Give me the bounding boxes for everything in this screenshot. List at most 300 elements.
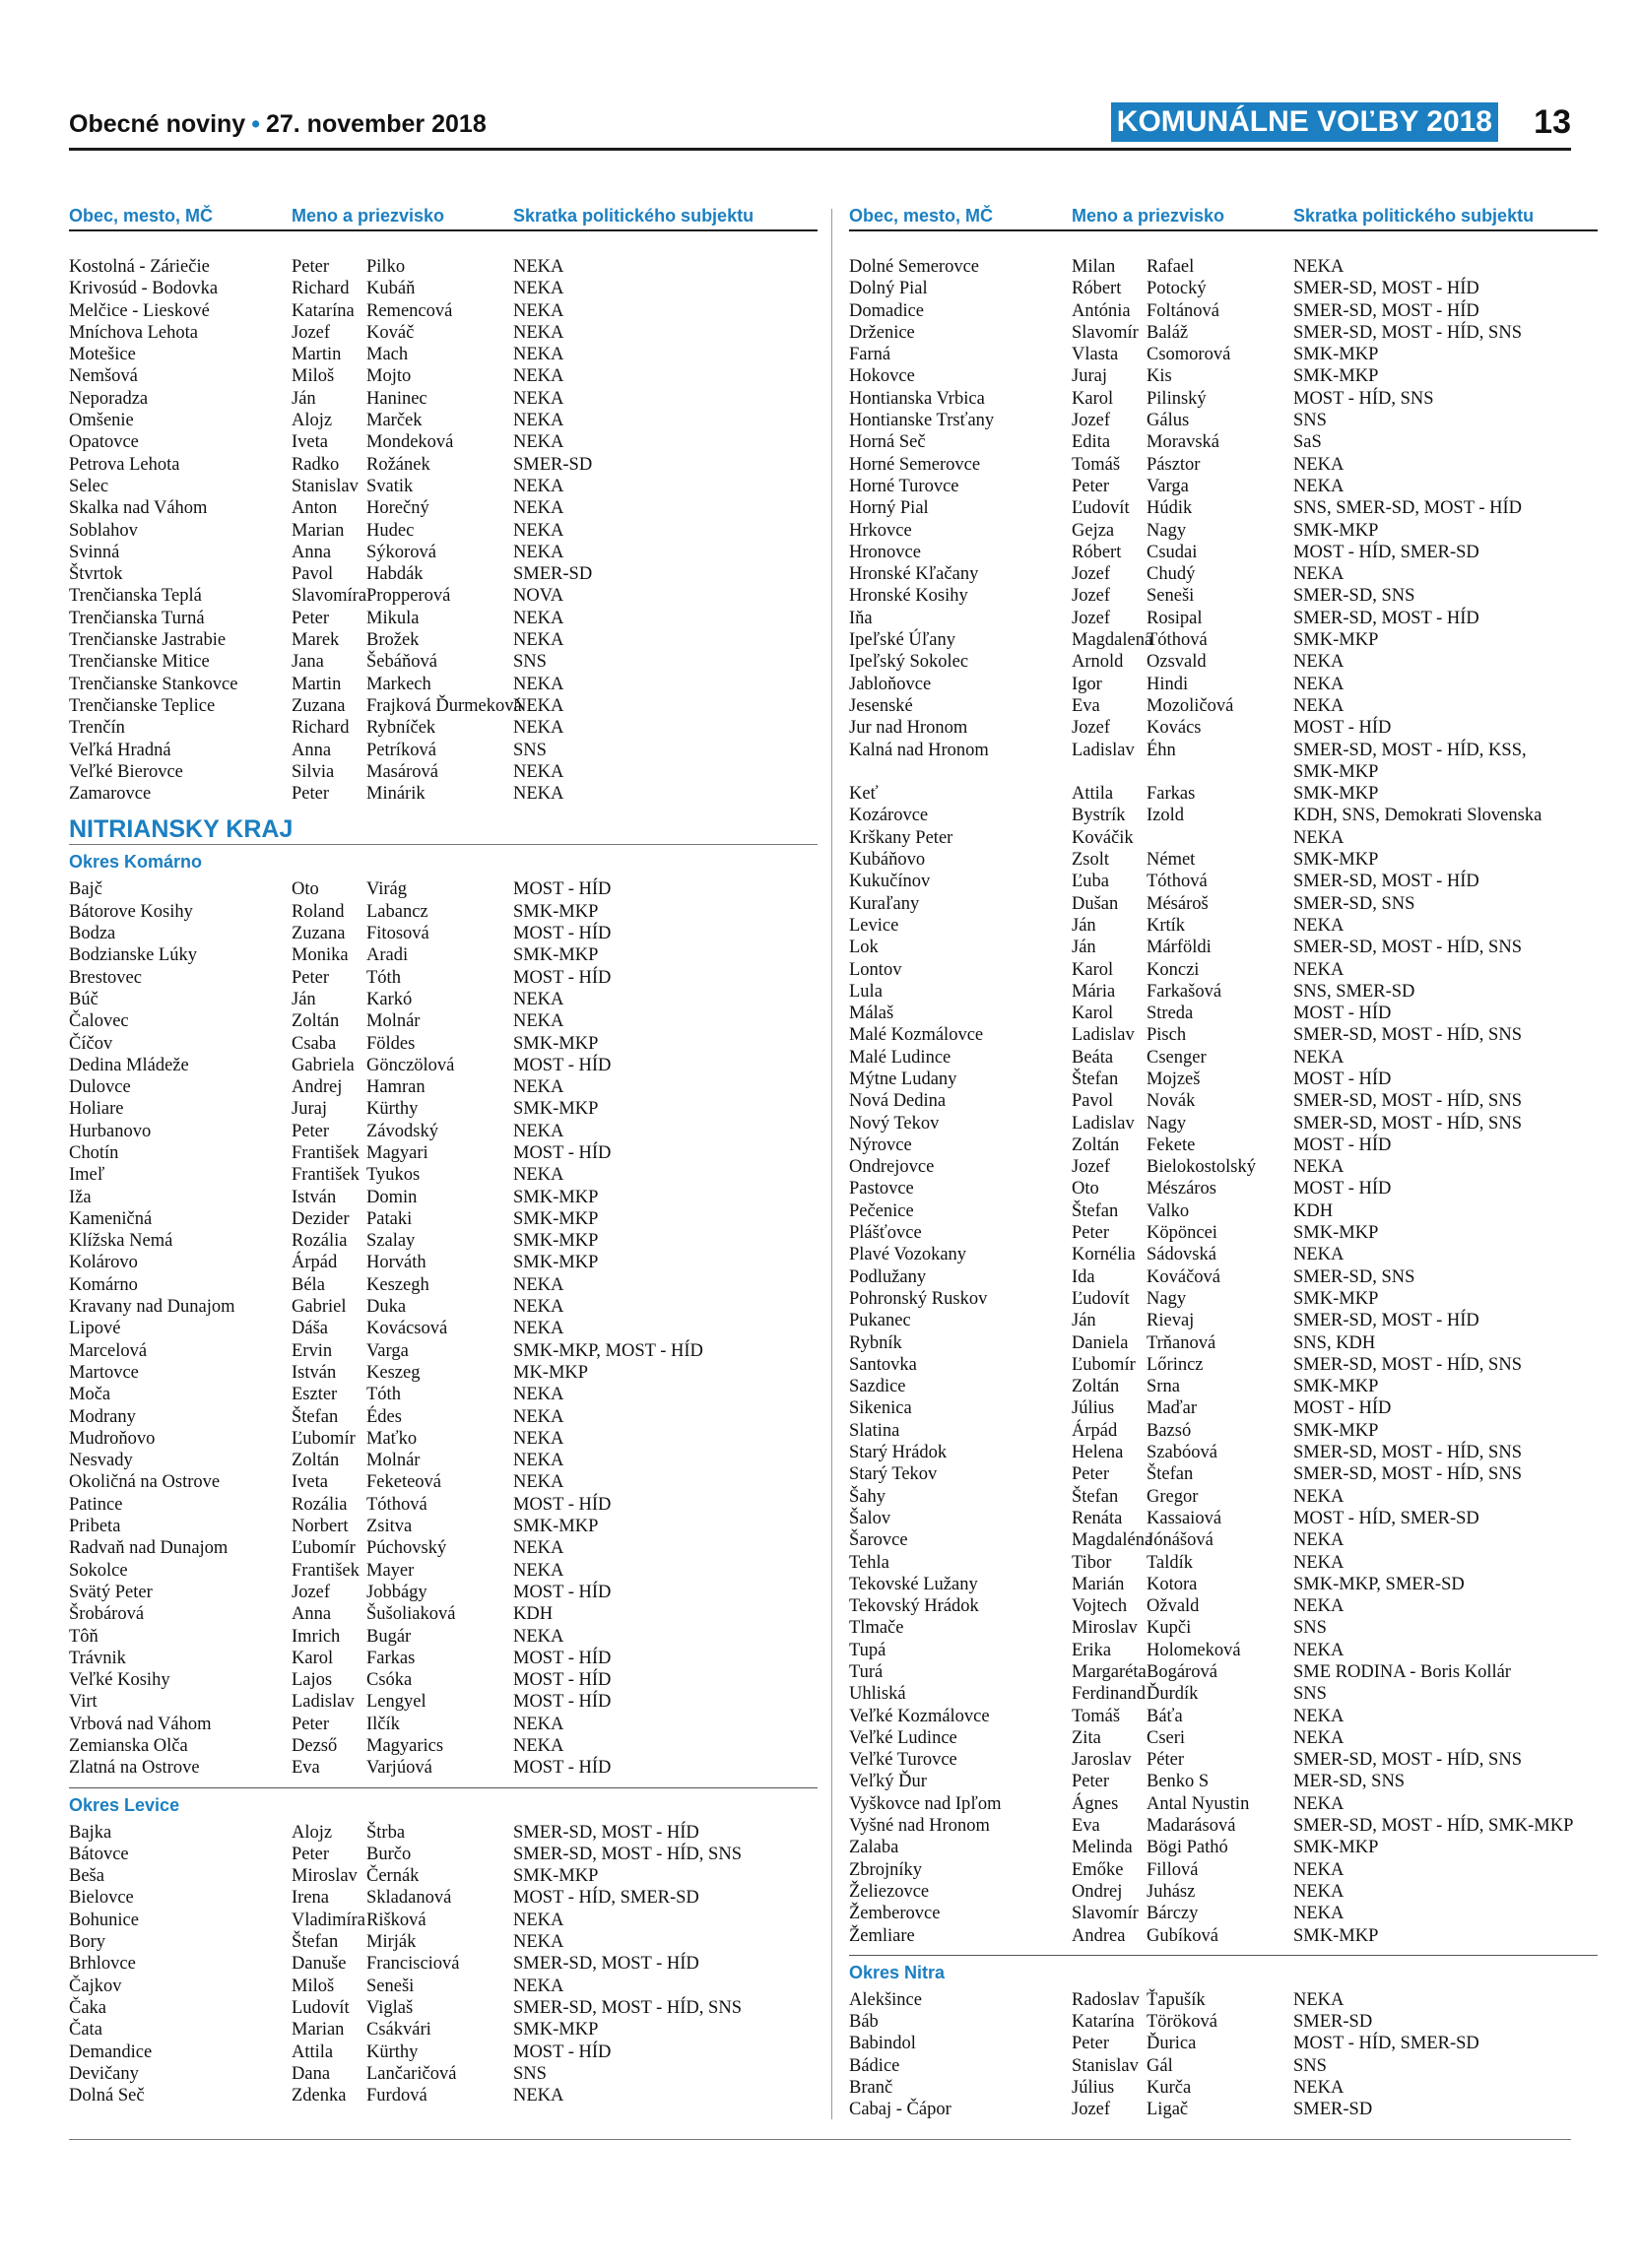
table-row (69, 2019, 818, 2041)
table-row (849, 1024, 1598, 1046)
cell-obec: Ondrejovce (849, 1157, 935, 1178)
cell-first-name: Lajos (292, 1670, 333, 1691)
cell-last-name: Farkas (366, 1648, 416, 1668)
cell-last-name: Édes (366, 1406, 402, 1427)
cell-last-name: Csóka (366, 1670, 413, 1691)
cell-first-name: Gabriela (292, 1055, 355, 1075)
table-row (69, 1603, 818, 1625)
cell-party: NEKA (1293, 827, 1345, 848)
table-row (69, 1537, 818, 1559)
table-row (69, 901, 818, 923)
cell-first-name: Stanislav (292, 476, 359, 496)
region-title: NITRIANSKY KRAJ (69, 814, 818, 845)
table-row (849, 1815, 1598, 1837)
cell-obec: Horné Semerovce (849, 454, 981, 475)
cell-obec: Iža (69, 1187, 92, 1207)
cell-party: SMER-SD (1293, 2012, 1373, 2033)
cell-last-name: Madarásová (1147, 1816, 1236, 1837)
cell-obec: Vyškovce nad Ipľom (849, 1793, 1002, 1814)
cell-last-name: Hindi (1147, 674, 1189, 694)
cell-first-name: Jozef (292, 322, 331, 343)
table-row (69, 967, 818, 989)
cell-last-name: Pisch (1147, 1025, 1187, 1046)
cell-last-name: Hudec (366, 520, 415, 541)
table-row (849, 1595, 1598, 1617)
cell-first-name: Emőke (1072, 1859, 1124, 1880)
table-row (69, 1230, 818, 1252)
cell-party: SMK-MKP (1293, 761, 1379, 782)
cell-first-name: Dezider (292, 1208, 350, 1229)
table-row (69, 1648, 818, 1669)
cell-first-name: Katarína (292, 300, 355, 321)
cell-obec: Hontianska Vrbica (849, 388, 985, 409)
table-row (849, 1266, 1598, 1288)
cell-first-name: Rozália (292, 1494, 348, 1515)
cell-obec: Trenčín (69, 718, 125, 739)
cell-party: SNS, SMER-SD (1293, 981, 1415, 1002)
cell-last-name: Domin (366, 1187, 418, 1207)
cell-obec: Ipeľský Sokolec (849, 652, 969, 673)
cell-party: NEKA (1293, 695, 1345, 716)
cell-last-name: Töröková (1147, 2012, 1217, 2033)
cell-party: SMK-MKP (1293, 630, 1379, 651)
cell-party: NEKA (513, 718, 564, 739)
section-rule (849, 1955, 1598, 1956)
cell-last-name: Juhász (1147, 1881, 1196, 1902)
cell-party: NEKA (513, 432, 564, 453)
cell-first-name: Margaréta (1072, 1662, 1147, 1682)
cell-first-name: Róbert (1072, 279, 1122, 299)
cell-last-name: Kurča (1147, 2078, 1192, 2099)
cell-last-name: Hamran (366, 1077, 426, 1098)
cell-first-name: Jaroslav (1072, 1750, 1132, 1771)
cell-obec: Jur nad Hronom (849, 718, 968, 739)
cell-first-name: Marian (292, 520, 345, 541)
cell-party: NOVA (513, 586, 564, 607)
cell-party: SMK-MKP (1293, 1223, 1379, 1244)
cell-last-name: Habdák (366, 564, 424, 585)
cell-obec: Marcelová (69, 1340, 148, 1361)
cell-obec: Melčice - Lieskové (69, 300, 210, 321)
cell-obec: Veľké Ludince (849, 1727, 957, 1748)
cell-obec: Čajkov (69, 1976, 122, 1996)
cell-last-name: Tóthová (1147, 630, 1208, 651)
cell-party: NEKA (513, 695, 564, 716)
cell-last-name: Ožvald (1147, 1596, 1200, 1617)
table-row (849, 1727, 1598, 1749)
cell-obec: Horná Seč (849, 432, 926, 453)
table-row (69, 1208, 818, 1230)
table-row (69, 989, 818, 1010)
table-row (849, 1332, 1598, 1354)
cell-obec: Iňa (849, 608, 873, 628)
cell-obec: Modrany (69, 1406, 136, 1427)
cell-party: NEKA (1293, 1706, 1345, 1726)
cell-first-name: Renáta (1072, 1508, 1123, 1528)
cell-party: NEKA (1293, 1640, 1345, 1660)
cell-obec: Komárno (69, 1274, 138, 1295)
cell-obec: Zlatná na Ostrove (69, 1758, 200, 1779)
cell-obec: Horné Turovce (849, 476, 959, 496)
cell-obec: Trenčianska Turná (69, 608, 205, 628)
cell-obec: Pohronský Ruskov (849, 1288, 988, 1309)
cell-party: SMER-SD, MOST - HÍD (1293, 608, 1479, 628)
cell-first-name: Jozef (292, 1582, 331, 1602)
table-row (849, 1661, 1598, 1683)
cell-party: SMK-MKP (513, 1033, 599, 1054)
cell-party: SMK-MKP, MOST - HÍD (513, 1340, 703, 1361)
cell-last-name: Pataki (366, 1208, 413, 1229)
cell-party: SMK-MKP (513, 1253, 599, 1273)
cell-first-name: Karol (1072, 388, 1114, 409)
cell-party: SMER-SD, MOST - HÍD, SNS (513, 1844, 742, 1864)
cell-first-name: Ida (1072, 1266, 1095, 1287)
cell-first-name: Dáša (292, 1319, 328, 1339)
cell-last-name: Ozsvald (1147, 652, 1207, 673)
cell-obec: Motešice (69, 345, 136, 365)
table-row (69, 365, 818, 387)
cell-party: NEKA (1293, 1486, 1345, 1507)
table-row (849, 300, 1598, 322)
cell-first-name: Radoslav (1072, 1989, 1140, 2010)
cell-party: NEKA (1293, 1904, 1345, 1924)
cell-obec: Cabaj - Čápor (849, 2100, 951, 2120)
cell-last-name: Keszeg (366, 1362, 421, 1383)
cell-obec: Kozárovce (849, 806, 929, 826)
cell-obec: Lontov (849, 959, 902, 980)
cell-obec: Dolná Seč (69, 2086, 145, 2106)
cell-party: NEKA (513, 2086, 564, 2106)
table-row (69, 1910, 818, 1931)
cell-obec: Rybník (849, 1332, 902, 1353)
cell-obec: Malé Ludince (849, 1047, 951, 1068)
cell-last-name: Sádovská (1147, 1245, 1216, 1265)
cell-party: SNS (513, 740, 547, 760)
table-row (849, 1354, 1598, 1376)
cell-obec: Starý Hrádok (849, 1443, 948, 1463)
table-row (69, 454, 818, 476)
cell-party: NEKA (513, 1472, 564, 1493)
cell-first-name: Peter (1072, 476, 1110, 496)
cell-last-name: Bögi Pathó (1147, 1838, 1228, 1858)
table-row (849, 322, 1598, 344)
cell-last-name: Závodský (366, 1121, 438, 1141)
cell-first-name: Marek (292, 630, 340, 651)
cell-last-name: Márföldi (1147, 938, 1212, 958)
header-meno: Meno a priezvisko (1072, 206, 1225, 226)
cell-first-name: Miloš (292, 1976, 335, 1996)
cell-party: NEKA (1293, 1727, 1345, 1748)
cell-obec: Tupá (849, 1640, 886, 1660)
cell-obec: Krškany Peter (849, 827, 953, 848)
table-row (849, 2077, 1598, 2099)
cell-obec: Tekovský Hrádok (849, 1596, 979, 1617)
cell-obec: Devičany (69, 2063, 139, 2084)
cell-first-name: Zoltán (292, 1011, 340, 1032)
cell-obec: Kravany nad Dunajom (69, 1297, 235, 1318)
cell-obec: Veľký Ďur (849, 1772, 927, 1792)
cell-party: MOST - HÍD, SNS (1293, 388, 1434, 409)
cell-first-name: Helena (1072, 1443, 1124, 1463)
cell-party: SMER-SD, MOST - HÍD (1293, 872, 1479, 892)
cell-last-name: Kováč (366, 322, 415, 343)
cell-obec: Pukanec (849, 1311, 911, 1331)
table-row (849, 893, 1598, 915)
cell-party: NEKA (513, 498, 564, 519)
cell-first-name: Juraj (1072, 366, 1107, 387)
cell-party: NEKA (513, 1626, 564, 1647)
cell-last-name: Duka (366, 1297, 407, 1318)
cell-party: SMER-SD, MOST - HÍD (1293, 279, 1479, 299)
cell-last-name: Kovács (1147, 718, 1202, 739)
table-row (849, 454, 1598, 476)
cell-first-name: Iveta (292, 432, 328, 453)
cell-last-name: Štrba (366, 1822, 406, 1843)
cell-last-name: Jobbágy (366, 1582, 427, 1602)
cell-obec: Selec (69, 476, 109, 496)
table-row (69, 1296, 818, 1318)
cell-first-name: Marian (292, 2020, 345, 2041)
cell-party: SMK-MKP (513, 1866, 599, 1887)
cell-party: SMER-SD, SNS (1293, 586, 1415, 607)
cell-party: NEKA (1293, 959, 1345, 980)
table-row (849, 2099, 1598, 2120)
cell-last-name: Mayer (366, 1560, 415, 1581)
cell-last-name: Magyarics (366, 1736, 444, 1756)
page-header (69, 102, 1571, 151)
cell-last-name: Karkó (366, 989, 413, 1009)
cell-last-name: Pilko (366, 257, 406, 277)
cell-obec: Skalka nad Váhom (69, 498, 208, 519)
table-row (69, 1953, 818, 1975)
cell-obec: Bádice (849, 2055, 900, 2076)
cell-first-name: Jozef (1072, 718, 1111, 739)
cell-party: SNS (1293, 1618, 1327, 1639)
cell-obec: Hokovce (849, 366, 915, 387)
cell-last-name: Bazsó (1147, 1420, 1192, 1441)
cell-first-name: Štefan (292, 1932, 339, 1953)
cell-party: KDH (1293, 1200, 1334, 1221)
cell-last-name: Bugár (366, 1626, 412, 1647)
cell-last-name: Fillová (1147, 1859, 1199, 1880)
cell-obec: Krivosúd - Bodovka (69, 279, 219, 299)
table-row (69, 944, 818, 966)
cell-first-name: Július (1072, 2078, 1115, 2099)
cell-last-name: Rievaj (1147, 1311, 1195, 1331)
cell-party: MOST - HÍD (513, 924, 612, 944)
cell-first-name: Slavomír (1072, 1904, 1139, 1924)
cell-obec: Tehla (849, 1552, 889, 1573)
cell-last-name: Svatik (366, 476, 414, 496)
cell-last-name: Holomeková (1147, 1640, 1241, 1660)
cell-party: KDH (513, 1604, 554, 1625)
cell-party: SMER-SD, MOST - HÍD, SNS (1293, 1443, 1522, 1463)
cell-first-name: Ján (292, 989, 316, 1009)
cell-last-name: Marček (366, 411, 423, 431)
cell-party: SMK-MKP (1293, 784, 1379, 805)
cell-obec: Zamarovce (69, 784, 152, 805)
cell-party: MOST - HÍD (513, 967, 612, 988)
cell-party: NEKA (1293, 1989, 1345, 2010)
cell-last-name: Mirják (366, 1932, 417, 1953)
cell-obec: Babindol (849, 2034, 916, 2054)
cell-first-name: Karol (1072, 959, 1114, 980)
cell-party: NEKA (513, 411, 564, 431)
cell-first-name: Peter (1072, 2034, 1110, 2054)
cell-obec: Žemberovce (849, 1904, 941, 1924)
cell-obec: Santovka (849, 1354, 917, 1375)
bottom-rule (69, 2139, 1571, 2140)
table-row (69, 1976, 818, 1997)
rows-levice (69, 1822, 818, 2107)
cell-last-name: Farkas (1147, 784, 1196, 805)
column-header (849, 204, 1598, 231)
cell-last-name: Szabóová (1147, 1443, 1217, 1463)
cell-last-name: Štefan (1147, 1464, 1194, 1485)
table-row (69, 476, 818, 497)
header-obec: Obec, mesto, MČ (69, 206, 214, 226)
table-row (69, 674, 818, 695)
table-row (849, 1989, 1598, 2011)
cell-party: MER-SD, SNS (1293, 1772, 1406, 1792)
cell-party: MOST - HÍD (513, 879, 612, 900)
cell-party: SMK-MKP (513, 1187, 599, 1207)
cell-last-name: Kis (1147, 366, 1172, 387)
table-row (849, 717, 1598, 739)
cell-obec: Trenčianske Teplice (69, 695, 216, 716)
cell-party: NEKA (1293, 1047, 1345, 1068)
cell-obec: Kuraľany (849, 893, 920, 914)
table-row (849, 1574, 1598, 1595)
cell-first-name: Ľuba (1072, 872, 1110, 892)
cell-first-name: Miroslav (292, 1866, 358, 1887)
cell-first-name: Zoltán (1072, 1377, 1120, 1397)
table-row (849, 1200, 1598, 1222)
cell-first-name: Zuzana (292, 695, 346, 716)
cell-obec: Branč (849, 2078, 893, 2099)
cell-obec: Kostolná - Záriečie (69, 257, 210, 277)
cell-party: SMK-MKP (513, 1231, 599, 1252)
table-row (69, 1865, 818, 1887)
cell-last-name: Gönczölová (366, 1055, 455, 1075)
cell-last-name: Mikula (366, 608, 420, 628)
table-row (849, 520, 1598, 542)
cell-first-name: Štefan (1072, 1486, 1119, 1507)
cell-party: NEKA (513, 388, 564, 409)
cell-first-name: Iveta (292, 1472, 328, 1493)
cell-obec: Dolný Pial (849, 279, 928, 299)
cell-first-name: Zsolt (1072, 850, 1110, 871)
table-row (69, 1582, 818, 1603)
cell-last-name: Šušoliaková (366, 1604, 456, 1625)
cell-last-name: Gál (1147, 2055, 1173, 2076)
cell-party: MOST - HÍD (513, 1758, 612, 1779)
cell-party: NEKA (513, 1319, 564, 1339)
cell-last-name: Sýkorová (366, 542, 436, 562)
table-row (69, 1121, 818, 1142)
table-row (69, 410, 818, 431)
cell-last-name: Nagy (1147, 1288, 1187, 1309)
cell-first-name: Melinda (1072, 1838, 1133, 1858)
cell-last-name: Seneši (366, 1976, 415, 1996)
table-row (69, 1164, 818, 1186)
cell-obec: Hronské Kosihy (849, 586, 968, 607)
table-row (69, 923, 818, 944)
cell-first-name: Imrich (292, 1626, 341, 1647)
table-row (69, 322, 818, 344)
cell-last-name: Csudai (1147, 542, 1198, 562)
table-row (849, 1508, 1598, 1529)
cell-last-name: Konczi (1147, 959, 1200, 980)
cell-last-name: Tóthová (1147, 872, 1208, 892)
cell-first-name: Andrej (292, 1077, 343, 1098)
cell-party: MOST - HÍD (513, 1692, 612, 1713)
cell-first-name: Gejza (1072, 520, 1115, 541)
cell-party: NEKA (1293, 2078, 1345, 2099)
cell-last-name: Viglaš (366, 1997, 414, 2018)
table-row (849, 2055, 1598, 2077)
cell-last-name: Aradi (366, 945, 409, 966)
cell-obec: Jabloňovce (849, 674, 932, 694)
cell-party: SMER-SD (513, 454, 593, 475)
cell-party: SNS (513, 652, 547, 673)
cell-last-name: Lőrincz (1147, 1354, 1204, 1375)
cell-first-name: Árpád (1072, 1420, 1118, 1441)
cell-first-name: Zdenka (292, 2086, 347, 2106)
cell-first-name: Peter (1072, 1464, 1110, 1485)
cell-obec: Bielovce (69, 1888, 134, 1909)
table-row (849, 629, 1598, 651)
cell-first-name: Vojtech (1072, 1596, 1128, 1617)
cell-last-name: Krtík (1147, 915, 1186, 936)
cell-obec: Lula (849, 981, 883, 1002)
table-row (69, 1252, 818, 1273)
table-row (849, 959, 1598, 981)
issue-date: 27. november 2018 (265, 110, 487, 138)
cell-first-name: Štefan (1072, 1200, 1119, 1221)
cell-first-name: Anna (292, 542, 332, 562)
table-row (849, 1244, 1598, 1265)
cell-party: SMK-MKP (513, 1208, 599, 1229)
cell-obec: Zbrojníky (849, 1859, 922, 1880)
cell-party: NEKA (513, 630, 564, 651)
table-row (849, 1113, 1598, 1134)
cell-last-name: Péter (1147, 1750, 1185, 1771)
table-row (69, 1997, 818, 2019)
cell-obec: Kubáňovo (849, 850, 926, 871)
cell-first-name: Stanislav (1072, 2055, 1139, 2076)
cell-party: SMK-MKP, SMER-SD (1293, 1574, 1465, 1594)
cell-first-name: Ludovít (292, 1997, 350, 2018)
cell-obec: Patince (69, 1494, 123, 1515)
table-row (849, 1925, 1598, 1947)
cell-party: SMK-MKP (513, 945, 599, 966)
cell-party: MK-MKP (513, 1362, 589, 1383)
cell-party: SME RODINA - Boris Kollár (1293, 1662, 1511, 1682)
cell-party: NEKA (513, 1165, 564, 1186)
column-header (69, 204, 818, 231)
cell-obec: Domadice (849, 300, 925, 321)
cell-party: NEKA (513, 1560, 564, 1581)
cell-obec: Kameničná (69, 1208, 153, 1229)
table-row (849, 651, 1598, 673)
cell-party: NEKA (1293, 257, 1345, 277)
cell-last-name: Černák (366, 1866, 420, 1887)
cell-last-name: Mésároš (1147, 893, 1209, 914)
table-row (849, 278, 1598, 299)
cell-last-name: Ďurica (1147, 2034, 1197, 2054)
cell-first-name: Ján (292, 388, 316, 409)
